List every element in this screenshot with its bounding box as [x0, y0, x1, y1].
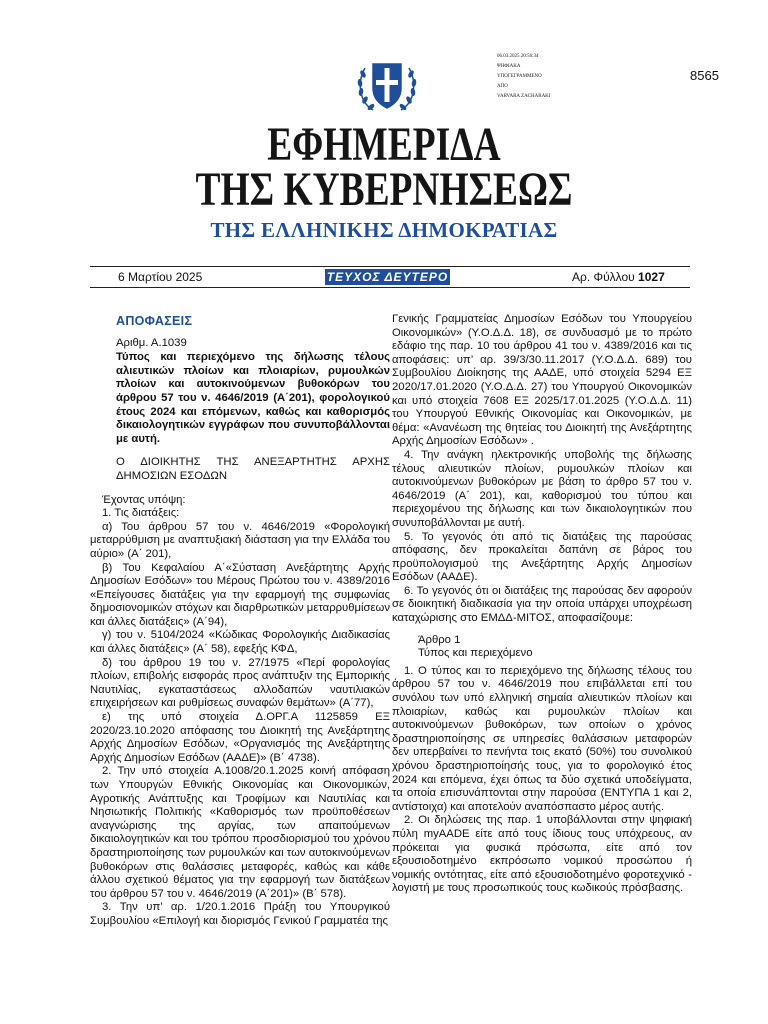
article-heading: Άρθρο 1 — [418, 633, 461, 646]
paragraph: 6. Το γεγονός ότι οι διατάξεις της παρούσας δεν αφορούν σε διοικητική διαδικασία για την οποία υπάρχει υποχρέωση καταχώρισης στο ΕΜΔΔ-ΜΙΤΟΣ, αποφασίζουμε: — [392, 584, 692, 625]
digital-signature-stamp — [497, 52, 550, 102]
paragraph: α) Του άρθρου 57 του ν. 4646/2019 «Φορολογική μεταρρύθμιση με αναπτυξιακή διάσταση για την Ελλάδα του αύριο» (Α΄ 201), — [90, 520, 390, 560]
gazette-title-line1: ΕΦΗΜΕΡΙΔΑ — [267, 118, 501, 171]
signature-line: ΥΠΟΓΕΓΡΑΜΜΕΝΟ — [497, 74, 542, 79]
paragraph: ε) της υπό στοιχεία Δ.ΟΡΓ.Α 1125859 ΕΞ 2020/23.10.2020 απόφασης του Διοικητή της Ανεξάρτητης Αρχής Δημοσίων Εσόδων, «Οργανισμός της Ανεξάρτητης Αρχής Δημοσίων Εσόδων (ΑΑΔΕ)» (Β΄ 4738). — [90, 711, 390, 764]
paragraph: Έχοντας υπόψη: — [102, 493, 186, 506]
paragraph: 2. Την υπό στοιχεία Α.1008/20.1.2025 κοινή απόφαση των Υπουργών Εθνικής Οικονομίας και Οικονομικών, Αγροτικής Ανάπτυξης και Τροφίμων και Ναυτιλίας και Νησιωτικής Πολιτικής «Καθορισμός των προϋποθέσεων αναγνώρισης της αργίας, των απαιτούμενων δικαιολογητικών και του τρόπου προσδιορισμού του χρόνου δραστηριοποίησης των ρυμουλκών και των αυτοκινούμενων βυθοκόρων στις θαλάσσιες μεταφορές, καθώς και κάθε άλλου σχετικού θέματος για την εφαρμογή των διατάξεων του άρθρου 57 του ν. 4646/2019 (Α΄201)» (Β΄ 578). — [90, 765, 390, 900]
decision-title: Τύπος και περιεχόμενο της δήλωσης τέλους αλιευτικών πλοίων και πλοιαρίων, ρυμουλκών πλοίων και αυτοκινούμενων βυθοκόρων του άρθρου 57 του ν. 4646/2019 (Α΄201), φορολογικού έτους 2024 και επόμενων, καθώς και καθορισμός δικαιολογητικών εγγράφων που συνυποβάλλονται με αυτή. — [116, 351, 390, 445]
page-number: 8565 — [690, 68, 719, 83]
issue-badge: ΤΕΥΧΟΣ ΔΕΥΤΕΡΟ — [326, 270, 449, 284]
sheet-label: Αρ. Φύλλου — [572, 270, 635, 284]
sheet-number — [572, 270, 665, 284]
signature-line: VARVARA ZACHARAKI — [497, 94, 551, 99]
left-column — [90, 313, 390, 929]
paragraph: 2. Οι δηλώσεις της παρ. 1 υποβάλλονται στην ψηφιακή πύλη myAADE είτε από τους ίδιους τους υπόχρεους, αν πρόκειται για φυσικά πρόσωπα, είτε από τον εξουσιοδοτημένο εκπρόσωπο νομικού προσώπου ή νομικής οντότητας, είτε από εξουσιοδοτημένο φοροτεχνικό - λογιστή με τους προσωπικούς τους κωδικούς πρόσβασης. — [392, 814, 692, 895]
paragraph: 1. Ο τύπος και το περιεχόμενο της δήλωσης τέλους του άρθρου 57 του ν. 4646/2019 που επιβάλλεται επί του συνόλου των υπό ελληνική σημαία αλιευτικών πλοίων και πλοιαρίων, καθώς και ρυμουλκών πλοίων και αυτοκινούμενων βυθοκόρων, των οποίων ο χρόνος δραστηριοποίησης σε υπηρεσίες θαλάσσιων μεταφορών δεν υπερβαίνει το πενήντα τοις εκατό (50%) του συνολικού χρόνου δραστηριοποίησής τους, για το φορολογικό έτος 2024 και επόμενα, έχει όπως τα δύο σχετικά υποδείγματα, τα οποία επισυνάπτονται στην παρούσα (ΕΝΤΥΠΑ 1 και 2, αντίστοιχα) και αποτελούν αναπόσπαστο μέρος αυτής. — [392, 664, 692, 813]
decision-number: Αριθμ. Α.1039 — [116, 336, 187, 349]
paragraph: δ) του άρθρου 19 του ν. 27/1975 «Περί φορολογίας πλοίων, επιβολής εισφοράς προς ανάπτυξιν της Εμπορικής Ναυτιλίας, εγκαταστάσεως αλλοδαπών ναυτιλιακών επιχειρήσεων και ρυθμίσεως συναφών θεμάτων» (Α΄77), — [90, 656, 390, 710]
signature-line: ΨΗΦΙΑΚΑ — [497, 64, 521, 69]
signature-line: ΑΠΟ — [497, 84, 508, 89]
signature-line: 06.03.2025 20:56:34 — [497, 54, 539, 59]
paragraph: 3. Την υπ’ αρ. 1/20.1.2016 Πράξη του Υπουργικού Συμβουλίου «Επιλογή και διορισμός Γενικού Γραμματέα της — [90, 901, 390, 927]
sheet-value: 1027 — [638, 270, 665, 284]
paragraph: 1. Τις διατάξεις: — [102, 507, 180, 520]
greek-coat-of-arms-icon — [353, 52, 421, 120]
paragraph: Γενικής Γραμματείας Δημοσίων Εσόδων του Υπουργείου Οικονομικών» (Υ.Ο.Δ.Δ. 18), σε συνδυασμό με το πρώτο εδάφιο της παρ. 10 του άρθρου 41 του ν. 4389/2016 και τις αποφάσεις: υπ’ αρ. 39/3/30.11.2017 (Υ.Ο.Δ.Δ. 689) του Συμβουλίου Διοίκησης της ΑΑΔΕ, υπό στοιχεία 5294 ΕΞ 2020/17.01.2020 (Υ.Ο.Δ.Δ. 27) του Υπουργού Οικονομικών και υπό στοιχεία 7608 ΕΞ 2025/17.01.2025 (Υ.Ο.Δ.Δ. 11) του Υπουργού Εθνικής Οικονομίας και Οικονομικών, με θέμα: «Ανανέωση της θητείας του Διοικητή της Ανεξάρτητης Αρχής Δημοσίων Εσόδων» . — [392, 313, 692, 448]
paragraph: 5. Το γεγονός ότι από τις διατάξεις της παρούσας απόφασης, δεν προκαλείται δαπάνη σε βάρος του προϋπολογισμού της Ανεξάρτητης Αρχής Δημοσίων Εσόδων (ΑΑΔΕ). — [392, 530, 692, 584]
issue-date: 6 Μαρτίου 2025 — [118, 270, 203, 284]
right-column — [392, 313, 692, 896]
paragraph: γ) του ν. 5104/2024 «Κώδικας Φορολογικής Διαδικασίας και άλλες διατάξεις» (Α΄ 58), εφεξής ΚΦΔ, — [90, 629, 390, 656]
paragraph: 4. Την ανάγκη ηλεκτρονικής υποβολής της δήλωσης τέλους αλιευτικών πλοίων, ρυμουλκών πλοίων και αυτοκινούμενων βυθοκόρων με βάση το άρθρο 57 του ν. 4646/2019 (Α΄ 201), και, καθορισμού του τύπου και περιεχομένου της δήλωσης και των δικαιολογητικών που συνυποβάλλονται με αυτή. — [392, 448, 692, 529]
gazette-title-line2: ΤΗΣ ΚΥΒΕΡΝΗΣΕΩΣ — [195, 163, 573, 216]
gazette-subtitle: ΤΗΣ ΕΛΛΗΝΙΚΗΣ ΔΗΜΟΚΡΑΤΙΑΣ — [210, 218, 558, 242]
section-heading: ΑΠΟΦΑΣΕΙΣ — [116, 314, 193, 328]
article-subheading: Τύπος και περιεχόμενο — [418, 647, 533, 660]
paragraph: β) Του Κεφαλαίου Α΄«Σύσταση Ανεξάρτητης Αρχής Δημοσίων Εσόδων» του Μέρους Πρώτου του ν. 4389/2016 «Επείγουσες διατάξεις για την εφαρμογή της συμφωνίας δημοσιονομικών στόχων και διαρθρωτικών μεταρρυθμίσεων και άλλες διατάξεις» (Α΄94), — [90, 561, 390, 628]
issuing-authority: Ο ΔΙΟΙΚΗΤΗΣ ΤΗΣ ΑΝΕΞΑΡΤΗΤΗΣ ΑΡΧΗΣ ΔΗΜΟΣΙΩΝ ΕΣΟΔΩΝ — [116, 456, 390, 482]
header-rule-bottom — [90, 287, 690, 288]
header-rule-top — [90, 266, 690, 267]
